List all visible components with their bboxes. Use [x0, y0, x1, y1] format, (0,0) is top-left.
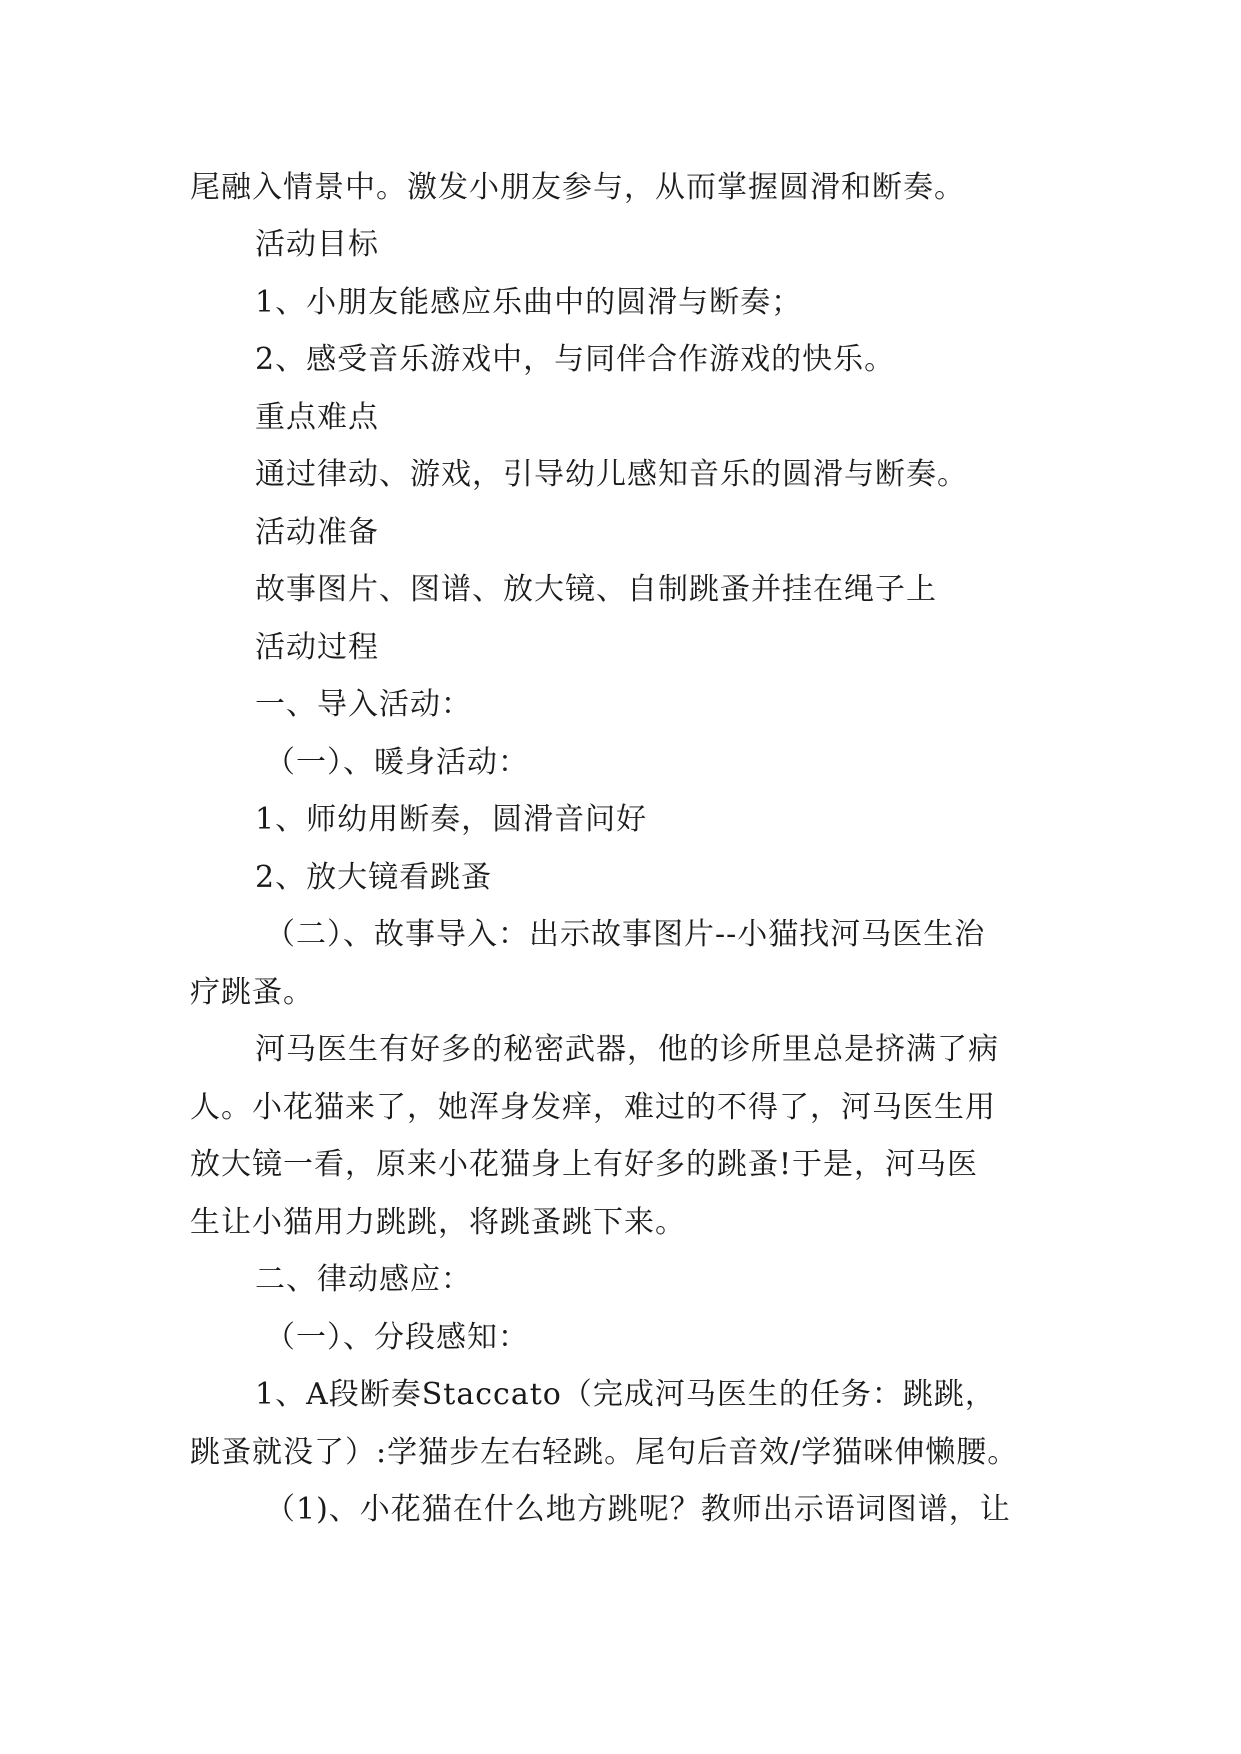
- text-line: 跳蚤就没了）:学猫步左右轻跳。尾句后音效/学猫咪伸懒腰。: [190, 1435, 1019, 1470]
- text-line: 1、A段断奏Staccato（完成河马医生的任务：跳跳，: [255, 1377, 996, 1412]
- text-line: 二、律动感应：: [255, 1262, 472, 1297]
- text-line: 放大镜一看，原来小花猫身上有好多的跳蚤!于是，河马医: [190, 1147, 979, 1182]
- text-line: （一）、分段感知：: [265, 1320, 529, 1355]
- text-line: 疗跳蚤。: [190, 975, 314, 1010]
- section-heading: 活动目标: [255, 227, 379, 262]
- text-line: 人。小花猫来了，她浑身发痒，难过的不得了，河马医生用: [190, 1090, 996, 1125]
- text-line: 生让小猫用力跳跳，将跳蚤跳下来。: [190, 1205, 686, 1240]
- text-line: 1、师幼用断奏，圆滑音问好: [255, 802, 648, 837]
- section-heading: 活动准备: [255, 515, 379, 550]
- text-line: 1、小朋友能感应乐曲中的圆滑与断奏；: [255, 285, 803, 320]
- text-line: （二）、故事导入：出示故事图片--小猫找河马医生治: [265, 917, 986, 952]
- text-line: 2、感受音乐游戏中，与同伴合作游戏的快乐。: [255, 342, 896, 377]
- text-line: 尾融入情景中。激发小朋友参与，从而掌握圆滑和断奏。: [190, 170, 965, 205]
- section-heading: 活动过程: [255, 630, 379, 665]
- section-heading: 重点难点: [255, 400, 379, 435]
- text-line: 一、导入活动：: [255, 687, 472, 722]
- text-line: 通过律动、游戏，引导幼儿感知音乐的圆滑与断奏。: [255, 457, 968, 492]
- text-line: 故事图片、图谱、放大镜、自制跳蚤并挂在绳子上: [255, 572, 937, 607]
- text-line: （一）、暖身活动：: [265, 745, 529, 780]
- text-line: （1)、小花猫在什么地方跳呢？教师出示语词图谱，让: [265, 1492, 1011, 1527]
- text-line: 河马医生有好多的秘密武器，他的诊所里总是挤满了病: [255, 1032, 999, 1067]
- text-line: 2、放大镜看跳蚤: [255, 860, 493, 895]
